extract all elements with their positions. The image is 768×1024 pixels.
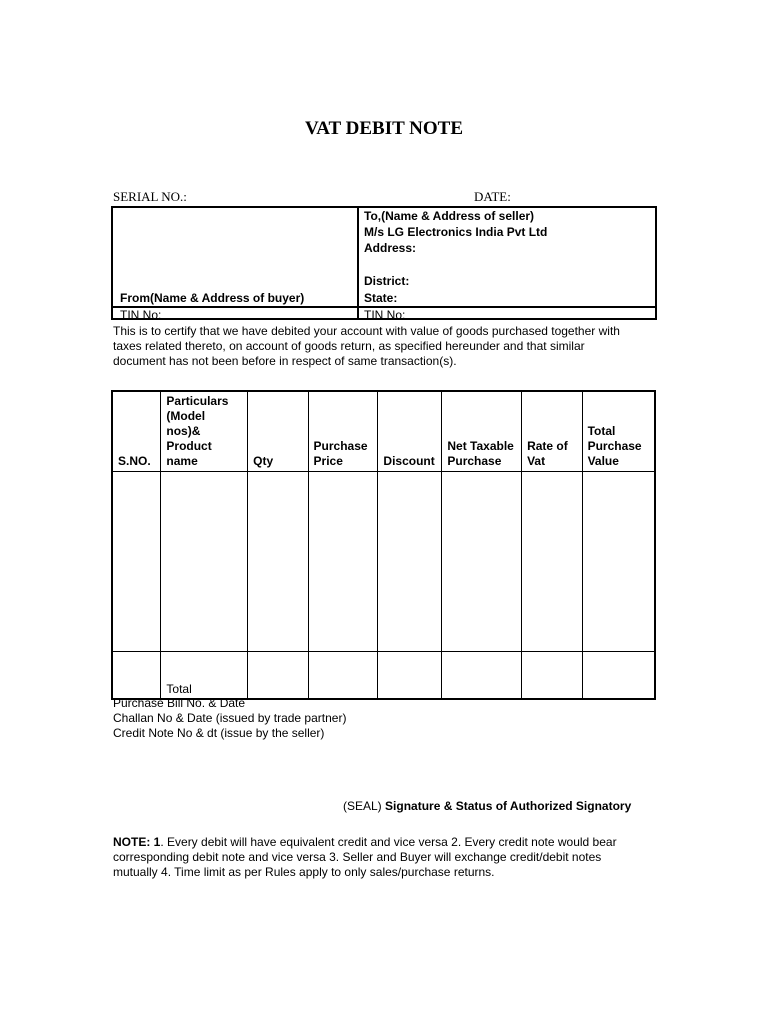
note-block: [113, 835, 673, 880]
credit-note-line: Credit Note No & dt (issue by the seller): [113, 726, 325, 740]
table-cell: [161, 472, 248, 652]
header-total-value: Total Purchase Value: [582, 391, 655, 472]
bill-references: [113, 696, 346, 741]
table-row: [112, 472, 655, 652]
header-sno: S.NO.: [112, 391, 161, 472]
seller-company: M/s LG Electronics India Pvt Ltd: [364, 225, 548, 239]
seller-state-label: State:: [364, 291, 398, 305]
table-header-row: [112, 391, 655, 472]
challan-line: Challan No & Date (issued by trade partner): [113, 711, 347, 725]
table-total-row: [112, 652, 655, 699]
party-details-box: [111, 206, 657, 320]
seller-tin-label: TIN No:: [364, 308, 406, 322]
table-cell: [582, 652, 655, 699]
seal-label: (SEAL): [343, 799, 382, 813]
table-cell: [112, 472, 161, 652]
table-cell: [442, 652, 522, 699]
certification-line: taxes related thereto, on account of goods return, as specified hereunder and that similar: [113, 339, 585, 353]
note-line: mutually 4. Time limit as per Rules apply to only sales/purchase returns.: [113, 865, 495, 879]
table-cell: [308, 472, 378, 652]
buyer-tin-label: TIN No:: [120, 308, 162, 322]
purchase-bill-line: Purchase Bill No. & Date: [113, 696, 246, 710]
header-discount: Discount: [378, 391, 442, 472]
document-title: VAT DEBIT NOTE: [304, 118, 464, 139]
table-cell: [308, 652, 378, 699]
seller-district-label: District:: [364, 274, 410, 288]
seller-heading: To,(Name & Address of seller): [364, 209, 535, 223]
table-cell: [378, 472, 442, 652]
table-cell: [248, 472, 308, 652]
certification-line: This is to certify that we have debited your account with value of goods purchased together with: [113, 324, 620, 338]
serial-no-label: SERIAL NO.:: [113, 189, 187, 204]
header-purchase-price: Purchase Price: [308, 391, 378, 472]
certification-text: [113, 324, 673, 369]
certification-line: document has not been before in respect of same transaction(s).: [113, 354, 457, 368]
header-rate-of-vat: Rate of Vat: [522, 391, 583, 472]
table-cell: [378, 652, 442, 699]
note-line: . Every debit will have equivalent credit and vice versa 2. Every credit note would bear: [160, 835, 617, 849]
table-cell: [112, 652, 161, 699]
table-cell: [522, 652, 583, 699]
party-divider: [357, 208, 359, 320]
table-cell: [582, 472, 655, 652]
signature-line: [343, 799, 631, 814]
note-line: corresponding debit note and vice versa 3. Seller and Buyer will exchange credit/debit notes: [113, 850, 602, 864]
table-cell: [442, 472, 522, 652]
table-cell: [248, 652, 308, 699]
buyer-label: From(Name & Address of buyer): [120, 291, 305, 305]
date-label: DATE:: [474, 189, 511, 204]
signature-label: Signature & Status of Authorized Signatory: [385, 799, 632, 813]
header-net-taxable: Net Taxable Purchase: [442, 391, 522, 472]
total-label: Total: [161, 652, 248, 699]
seller-address-label: Address:: [364, 241, 417, 255]
note-label: NOTE: 1: [113, 835, 161, 849]
table-cell: [522, 472, 583, 652]
header-particulars: Particulars (Model nos)& Product name: [161, 391, 248, 472]
items-table: [111, 390, 656, 700]
header-qty: Qty: [248, 391, 308, 472]
